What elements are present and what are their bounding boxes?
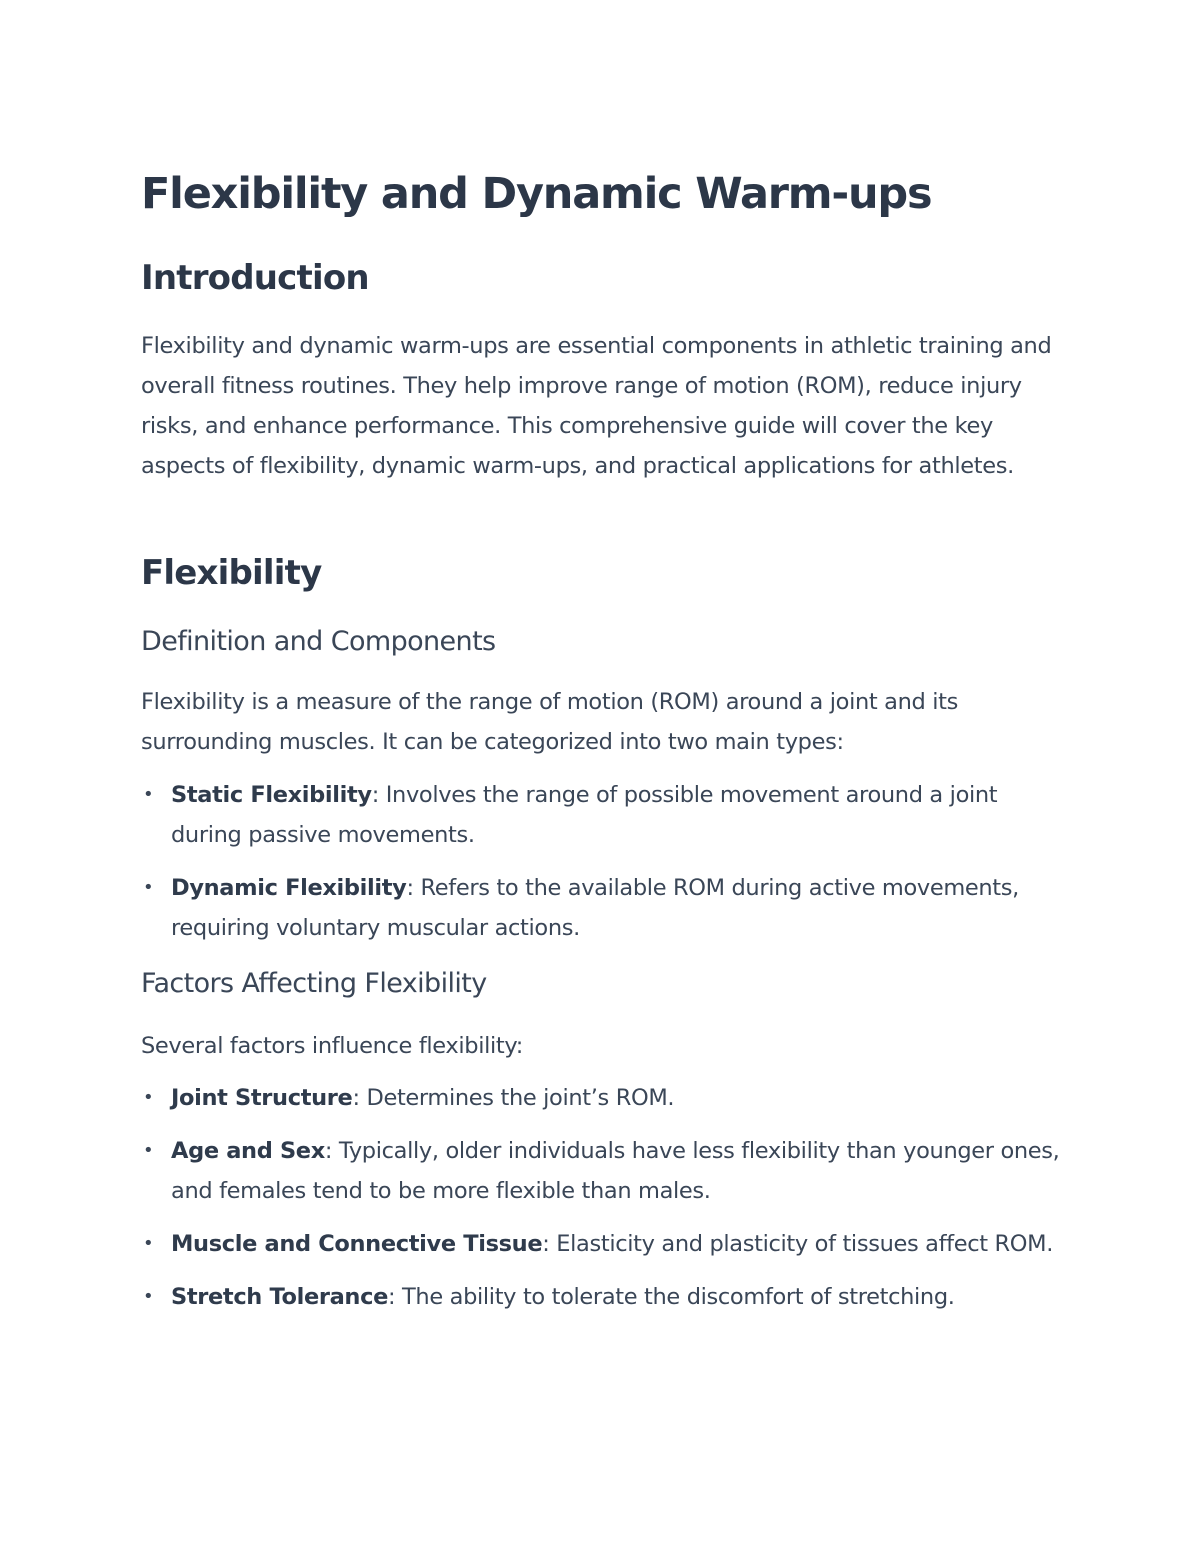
list-item [141, 1078, 1061, 1118]
list-item [141, 1131, 1061, 1211]
list-item-term: Muscle and Connective Tissue [171, 1231, 543, 1257]
list-item-term: Age and Sex [171, 1138, 325, 1164]
list-item [141, 868, 1061, 948]
list-item [141, 1277, 1061, 1317]
definition-heading: Definition and Components [141, 626, 496, 657]
list-item-text: : The ability to tolerate the discomfort of stretching. [388, 1284, 955, 1310]
factors-paragraph: Several factors influence flexibility: [141, 1033, 523, 1059]
introduction-heading: Introduction [141, 258, 369, 298]
list-item [141, 775, 1061, 855]
factors-heading: Factors Affecting Flexibility [141, 968, 487, 999]
list-item-term: Dynamic Flexibility [171, 875, 407, 901]
bullet-icon: • [143, 1286, 154, 1307]
bullet-icon: • [143, 1233, 154, 1254]
bullet-icon: • [143, 1087, 154, 1108]
bullet-icon: • [143, 1140, 154, 1161]
flexibility-heading: Flexibility [141, 553, 322, 593]
list-item-text: : Involves the range of possible movement around a joint during passive movements. [171, 782, 998, 848]
list-item-text: : Determines the joint’s ROM. [352, 1085, 675, 1111]
page-title: Flexibility and Dynamic Warm-ups [141, 169, 932, 219]
introduction-paragraph: Flexibility and dynamic warm-ups are essential components in athletic training and overall fitness routines. They help improve range of motion (ROM), reduce injury risks, and enhance performance. This comprehensive guide will cover the key aspects of flexibility, dynamic warm-ups, and practical applications for athletes. [141, 333, 1052, 479]
list-item-term: Joint Structure [171, 1085, 353, 1111]
list-item-text: : Elasticity and plasticity of tissues affect ROM. [542, 1231, 1054, 1257]
bullet-icon: • [143, 784, 154, 805]
bullet-icon: • [143, 877, 154, 898]
list-item-term: Static Flexibility [171, 782, 372, 808]
definition-list [141, 775, 1061, 961]
definition-paragraph: Flexibility is a measure of the range of motion (ROM) around a joint and its surrounding muscles. It can be categorized into two main types: [141, 689, 958, 755]
factors-list [141, 1078, 1061, 1330]
list-item-term: Stretch Tolerance [171, 1284, 388, 1310]
list-item-text: : Typically, older individuals have less flexibility than younger ones, and females tend to be more flexible than males. [171, 1138, 1060, 1204]
list-item [141, 1224, 1061, 1264]
list-item-text: : Refers to the available ROM during active movements, requiring voluntary muscular actions. [171, 875, 1019, 941]
